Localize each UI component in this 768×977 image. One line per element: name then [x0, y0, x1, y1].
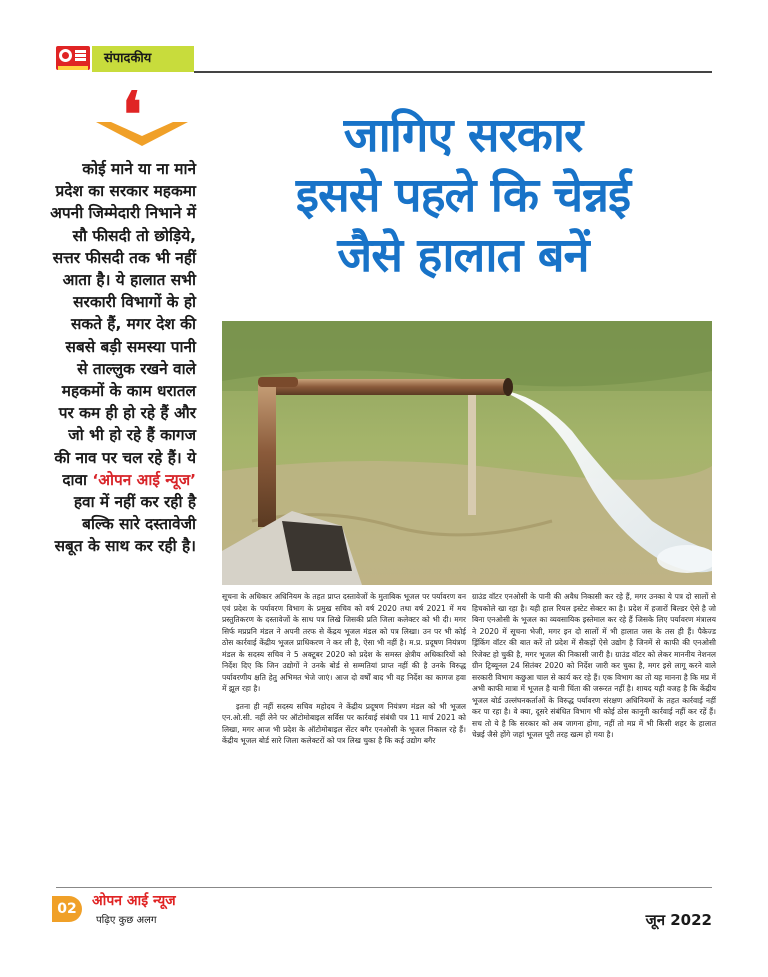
header-divider: [194, 71, 712, 73]
footer-tagline: पढ़िए कुछ अलग: [96, 915, 157, 926]
logo-bars-shape: [75, 50, 86, 61]
headline-line-1: जागिए सरकार: [343, 108, 583, 163]
article-column-left: [222, 591, 466, 753]
footer-brand: ओपन आई न्यूज: [92, 893, 176, 909]
article-paragraph: ग्राउंड वॉटर एनओसी के पानी की अवैध निकासी कर रहे हैं, मगर उनका ये पत्र दो सालों से हिचकोले खा रहा है। यही हाल रियल इस्टेट सेक्टर का है। प्रदेश में हजारों बिल्डर ऐसे है जो बिना एनओसी के भूजल का व्यवसायिक इस्तेमाल कर रहे हैं जिसके लिए पर्यावरण मंत्रालय ने 2020 में सूचना भेजी, मगर इन दो सालों में भी हालात जस के तस ही हैं। पैकेज्ड ड्रिंकिंग वॉटर की बात करें तो प्रदेश में सैकड़ों ऐसे उद्योग है जिनमें से काफी की एनओसी रिजेक्ट हो चुकी है, मगर भूजल की निकासी जारी है। ग्राउंड वॉटर को लेकर माननीय नेशनल ग्रीन ट्रिब्यूनल 24 सितंबर 2020 को निर्देश जारी कर चुका है, मगर इसे लागू करने वाले सरकारी विभाग कछुआ चाल से कार्य कर रहे हैं। एक विभाग का तो यह मानना है कि मप्र में अभी काफी मात्रा में भूजल है यानी चिंता की जरूरत नहीं है। शायद यही वजह है कि केंद्रीय भूजल बोर्ड उल्लंघनकर्ताओं के विरुद्ध पर्यावरण संरक्षण अधिनियमों के तहत कार्रवाई नहीं कर पा रहा है। वे क्या, दूसरे संबंधित विभाग भी कोई ठोस कानूनी कार्रवाई नहीं कर रहें हैं। सच तो ये है कि सरकार को अब जागना होगा, नहीं तो मप्र में भी किसी शहर के हालात चेन्नई जैसे होंगे जहां भूजल पूरी तरह खत्म हो गया है।: [472, 592, 716, 739]
pull-quote-text: कोई माने या ना माने प्रदेश का सरकार महकमा अपनी जिम्मेदारी निभाने में सौ फीसदी तो छोड़िये, सत्तर फीसदी तक भी नहीं आता है। ये हालात सभी सरकारी विभागों के हो सकते हैं, मगर देश की सबसे बड़ी समस्या पानी से ताल्लुक रखने वाले महकमों के काम धरातल पर कम ही हो रहे हैं और जो भी हो रहे हैं कागज की नाव पर चल रहे हैं। ये दावा: [50, 160, 196, 489]
section-label: संपादकीय: [92, 46, 194, 72]
headline-line-2: इससे पहले कि चेन्नई: [295, 168, 631, 223]
pull-quote: [50, 158, 196, 558]
quote-mark-icon: ❛: [122, 78, 142, 151]
article-paragraph: इतना ही नहीं सदस्य सचिव महोदय ने केंद्रीय प्रदूषण नियंत्रण मंडल को भी भूजल एन.ओ.सी. नहीं लेने पर ऑटोमोबाइल सर्विस पर कार्रवाई संबंधी पत्र 11 मार्च 2021 को लिखा, मगर आज भी प्रदेश के ऑटोमोबाइल सेंटर बगैर एनओसी के भूजल निकाल रहे हैं। केंद्रीय भूजल बोर्ड सारे जिला कलेक्टरों को पत्र लिख चुका है कि कई उद्योग बगैर: [222, 701, 466, 745]
logo-ring-shape: [59, 49, 72, 62]
article-column-right: [472, 591, 716, 747]
issue-date: जून 2022: [645, 911, 712, 929]
headline: [210, 106, 716, 286]
open-i-news-logo-icon: [56, 46, 90, 70]
page-number-badge: 02: [52, 896, 82, 922]
article-paragraph: सूचना के अधिकार अधिनियम के तहत प्राप्त दस्तावेजों के मुताबिक भूजल पर पर्यावरण वन एवं प्रदेश के पर्यावरण विभाग के प्रमुख सचिव को वर्ष 2020 तथा वर्ष 2021 में मय प्रस्तुतिकरण के दस्तावेजों के साथ पत्र लिखे जिसकी प्रति जिला कलेक्टर को भी दी। मगर सिर्फ मप्रप्रनि मंडल ने अपनी तरफ से केंद्रय भूजल मंडल को पत्र लिखा। उन पर भी कोई ठोस कार्रवाई केंद्रीय भूजल प्राधिकरण ने कर ली है, ऐसा भी नहीं है। म.प्र. प्रदूषण नियंत्रण मंडल के सदस्य सचिव ने 5 अक्टूबर 2020 को प्रदेश के समस्त क्षेत्रीय अधिकारियों को निर्देश दिए कि जिन उद्योगों ने उनके बोर्ड से सम्मतियां प्राप्त नहीं की है उनके विरुद्ध पर्यावरणीय क्षति हेतु अभिमत भेजे जाएं। आज दो वर्षों बाद भी वह निर्देश का कागज हवा में झूल रहा है।: [222, 592, 466, 693]
pull-quote-highlight: ‘ओपन आई न्यूज’: [92, 470, 196, 489]
footer-divider: [56, 887, 712, 888]
logo-tag-shape: [58, 66, 88, 70]
quote-arrow-inner-shape: [111, 122, 173, 136]
headline-line-3: जैसे हालात बनें: [337, 228, 589, 283]
pipe-pumping-groundwater-photo: [222, 321, 712, 585]
pull-quote-text-end: हवा में नहीं कर रही है बल्कि सारे दस्तावेजी सबूत के साथ कर रही है।: [54, 493, 196, 556]
